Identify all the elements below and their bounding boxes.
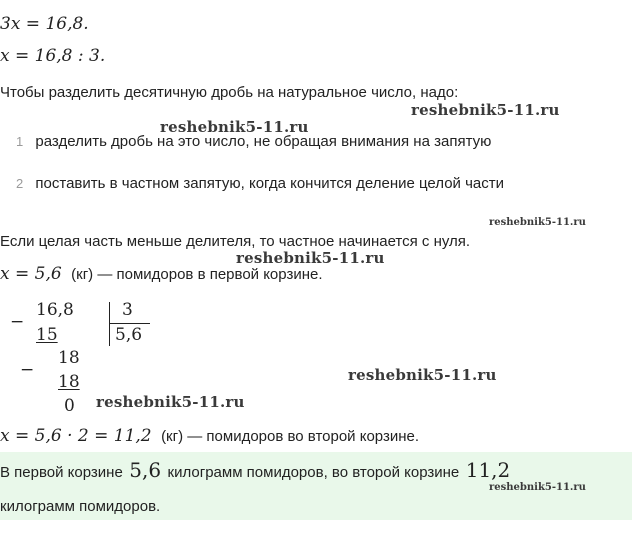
result-second-basket: [0, 426, 419, 446]
watermark: reshebnik5-11.ru: [160, 118, 309, 136]
division-minus-2: −: [20, 360, 35, 380]
step-text: поставить в частном запятую, когда кончится деление целой части: [35, 175, 504, 192]
answer-text: В первой корзине: [0, 464, 123, 481]
step-1: [16, 133, 491, 150]
division-remainder-2: 0: [64, 396, 75, 416]
watermark: reshebnik5-11.ru: [411, 101, 560, 119]
watermark: reshebnik5-11.ru: [96, 393, 245, 411]
division-bracket: [109, 302, 110, 346]
result-math: x = 5,6 · 2 = 11,2: [0, 426, 152, 446]
watermark: reshebnik5-11.ru: [236, 249, 385, 267]
watermark: reshebnik5-11.ru: [348, 366, 497, 384]
step-number: 1: [16, 134, 24, 149]
step-number: 2: [16, 176, 24, 191]
division-remainder-1: 18: [58, 348, 80, 368]
answer-text: килограмм помидоров, во второй корзине: [167, 464, 460, 481]
result-first-basket: [0, 264, 323, 284]
watermark: reshebnik5-11.ru: [489, 217, 586, 228]
division-minus-1: −: [10, 312, 25, 332]
division-quotient: 5,6: [115, 325, 143, 345]
step-2: [16, 175, 504, 192]
division-divisor: 3: [122, 300, 133, 320]
step-text: разделить дробь на это число, не обращая внимания на запятую: [35, 133, 492, 150]
result-math: x = 5,6: [0, 264, 62, 284]
zero-rule: Если целая часть меньше делителя, то частное начинается с нуля.: [0, 233, 471, 250]
answer-box: [0, 452, 632, 520]
watermark: reshebnik5-11.ru: [489, 482, 586, 493]
division-quotient-line: [110, 323, 150, 324]
division-subtrahend-1: 15: [36, 325, 58, 345]
answer-line-1: [0, 458, 510, 482]
division-subtrahend-2: 18: [58, 372, 80, 392]
answer-line-2: килограмм помидоров.: [0, 498, 161, 515]
answer-value-1: 5,6: [129, 458, 162, 482]
result-text: (кг) — помидоров во второй корзине.: [161, 428, 420, 445]
equation-x-division: x = 16,8 : 3.: [0, 46, 106, 66]
division-dividend: 16,8: [36, 300, 74, 320]
result-text: (кг) — помидоров в первой корзине.: [71, 266, 323, 283]
answer-value-2: 11,2: [465, 458, 511, 482]
rule-intro: Чтобы разделить десятичную дробь на натуральное число, надо:: [0, 84, 459, 101]
equation-3x: 3x = 16,8.: [0, 14, 89, 34]
